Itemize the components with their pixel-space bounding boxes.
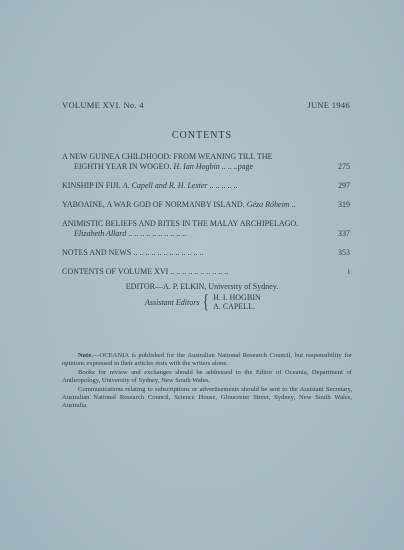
toc-page: 353 [338, 248, 350, 257]
editor-line: EDITOR—A. P. ELKIN, University of Sydney. [125, 282, 279, 291]
toc-leader: .. [289, 200, 296, 209]
toc-title: YABOAINE, A WAR GOD OF NORMANBY ISLAND. [62, 200, 245, 209]
toc-entry [62, 152, 350, 172]
table-of-contents [62, 152, 350, 277]
volume-number: VOLUME XVI. No. 4 [62, 100, 144, 110]
toc-leader: .. .. .. .. .. [207, 181, 238, 190]
toc-leader: .. .. ..page [219, 162, 253, 171]
toc-entry [62, 219, 350, 239]
toc-entry [62, 248, 350, 258]
toc-entry [62, 181, 350, 191]
publication-notes [62, 352, 352, 411]
toc-page: 297 [338, 181, 350, 190]
toc-title: A NEW GUINEA CHILDHOOD: FROM WEANING TILL THE [62, 152, 273, 161]
toc-title: ANIMISTIC BELIEFS AND RITES IN THE MALAY ARCHIPELAGO. [62, 219, 299, 228]
note-text: —OCEANIA is published for the Australian National Research Council, but responsibility for opinions expressed in their articles rests with the writers alone. [62, 352, 352, 367]
note-paragraph: Communications relating to subscriptions or advertisements should be sent to the Assistant Secretary, Australian National Research Council, Science House, Gloucester Street, Sydney, New South Wales, Australia. [62, 386, 352, 409]
toc-author: Elizabeth Allard [74, 229, 127, 238]
note-lead: Note. [78, 352, 93, 359]
issue-date: JUNE 1946 [307, 100, 350, 110]
toc-page: i [347, 267, 350, 276]
toc-leader: .. .. .. .. .. .. .. .. .. .. .. .. [131, 248, 204, 257]
assistant-editor-name: H. I. HOGBIN [213, 293, 261, 302]
contents-heading: CONTENTS [171, 130, 233, 141]
toc-leader: .. .. .. .. .. .. .. .. .. .. [168, 267, 229, 276]
assistant-editor-name: A. CAPELL. [213, 302, 256, 311]
note-paragraph [62, 352, 352, 368]
assistant-editors-label: Assistant Editors [145, 297, 200, 307]
toc-page: 337 [338, 229, 350, 238]
toc-page: 319 [338, 200, 350, 209]
toc-entry [62, 267, 350, 277]
toc-title: CONTENTS OF VOLUME XVI [62, 267, 169, 276]
toc-title: NOTES AND NEWS [62, 248, 132, 257]
toc-author: A. Capell and R. H. Lester [122, 181, 208, 190]
toc-author: Géza Róheim [246, 200, 290, 209]
toc-title-cont: EIGHTH YEAR IN WOGEO. [74, 162, 172, 171]
brace-glyph: { [203, 291, 210, 313]
assistant-editors [145, 293, 261, 311]
toc-entry [62, 200, 350, 210]
note-paragraph: Books for review and exchanges should be addressed to the Editor of Oceania, Department of Anthropology, University of Sydney, New South Wales. [62, 369, 352, 384]
issue-header [62, 100, 350, 110]
toc-leader: .. .. .. .. .. .. .. .. .. .. [126, 229, 187, 238]
toc-page: 275 [338, 162, 350, 171]
toc-title: KINSHIP IN FIJI. [62, 181, 121, 190]
toc-author: H. Ian Hogbin [173, 162, 220, 171]
